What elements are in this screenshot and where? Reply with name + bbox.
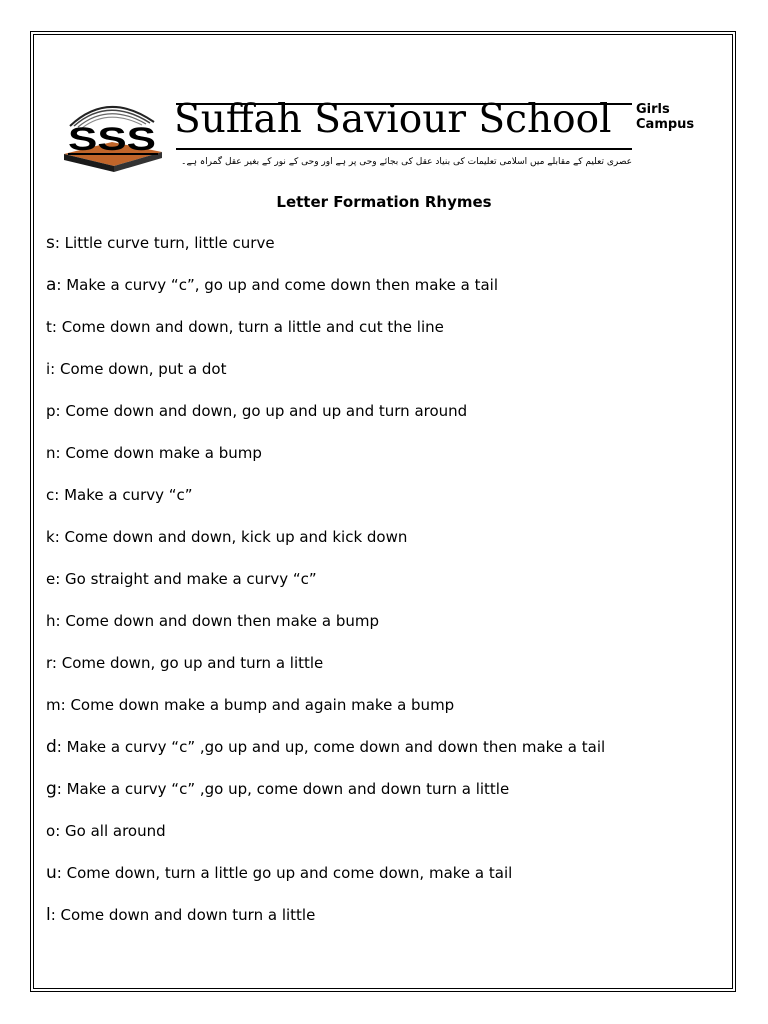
rhyme-letter: u <box>46 863 57 883</box>
rhyme-letter: d <box>46 737 57 757</box>
rhyme-letter: s <box>46 233 55 253</box>
rhyme-text: : Come down and down, turn a little and cut the line <box>51 318 444 336</box>
rhyme-text: : Come down, turn a little go up and come down, make a tail <box>56 864 513 882</box>
school-logo <box>60 92 170 184</box>
rhyme-item <box>46 232 605 274</box>
name-rule-bottom <box>176 148 632 150</box>
campus-line-1: Girls <box>636 102 670 117</box>
rhyme-item <box>46 568 605 610</box>
rhyme-letter: k <box>46 528 55 546</box>
rhyme-item <box>46 694 605 736</box>
rhyme-letter: g <box>46 779 57 799</box>
rhyme-item <box>46 400 605 442</box>
rhyme-text: : Come down make a bump and again make a bump <box>60 696 455 714</box>
urdu-tagline: عصری تعلیم کے مقابلے میں اسلامی تعلیمات کی بنیاد عقل کی بجائے وحی پر ہے اور وحی کے نور کے بغیر عقل گمراہ ہے۔ <box>181 157 632 167</box>
rhyme-list <box>46 232 605 946</box>
rhyme-letter: h <box>46 612 56 630</box>
rhyme-text: : Come down and down then make a bump <box>55 612 380 630</box>
school-name: Suffah Saviour School <box>174 97 612 142</box>
rhyme-text: : Come down and down, kick up and kick down <box>54 528 408 546</box>
rhyme-item <box>46 610 605 652</box>
campus-label <box>636 102 694 132</box>
rhyme-text: : Go straight and make a curvy “c” <box>55 570 317 588</box>
rhyme-text: : Make a curvy “c”, go up and come down then make a tail <box>56 276 498 294</box>
rhyme-letter: o <box>46 822 56 840</box>
rhyme-text: : Come down make a bump <box>55 444 262 462</box>
rhyme-text: : Come down and down turn a little <box>50 906 316 924</box>
rhyme-item <box>46 274 605 316</box>
rhyme-letter: i <box>46 360 51 378</box>
rhyme-letter: m <box>46 696 61 714</box>
rhyme-letter: p <box>46 402 56 420</box>
rhyme-letter: e <box>46 570 56 588</box>
rhyme-letter: l <box>46 905 51 925</box>
rhyme-item <box>46 442 605 484</box>
rhyme-text: : Come down and down, go up and up and turn around <box>55 402 468 420</box>
rhyme-item <box>46 736 605 778</box>
rhyme-letter: a <box>46 275 57 295</box>
rhyme-text: : Go all around <box>55 822 166 840</box>
rhyme-letter: n <box>46 444 56 462</box>
rhyme-item <box>46 358 605 400</box>
rhyme-letter: t <box>46 318 52 336</box>
rhyme-letter: r <box>46 654 52 672</box>
campus-line-2: Campus <box>636 117 695 132</box>
logo-text: SSS <box>68 121 156 157</box>
rhyme-item <box>46 526 605 568</box>
rhyme-text: : Come down, put a dot <box>50 360 227 378</box>
rhyme-text: : Come down, go up and turn a little <box>51 654 324 672</box>
rhyme-item <box>46 820 605 862</box>
rhyme-text: : Make a curvy “c” ,go up, come down and down turn a little <box>56 780 510 798</box>
rhyme-text: : Little curve turn, little curve <box>54 234 275 252</box>
rhyme-text: : Make a curvy “c” <box>54 486 193 504</box>
school-header <box>60 92 720 184</box>
rhyme-text: : Make a curvy “c” ,go up and up, come down and down then make a tail <box>56 738 606 756</box>
document-title: Letter Formation Rhymes <box>276 193 492 211</box>
rhyme-item <box>46 862 605 904</box>
rhyme-item <box>46 778 605 820</box>
rhyme-letter: c <box>46 486 55 504</box>
rhyme-item <box>46 316 605 358</box>
rhyme-item <box>46 484 605 526</box>
rhyme-item <box>46 652 605 694</box>
rhyme-item <box>46 904 605 946</box>
